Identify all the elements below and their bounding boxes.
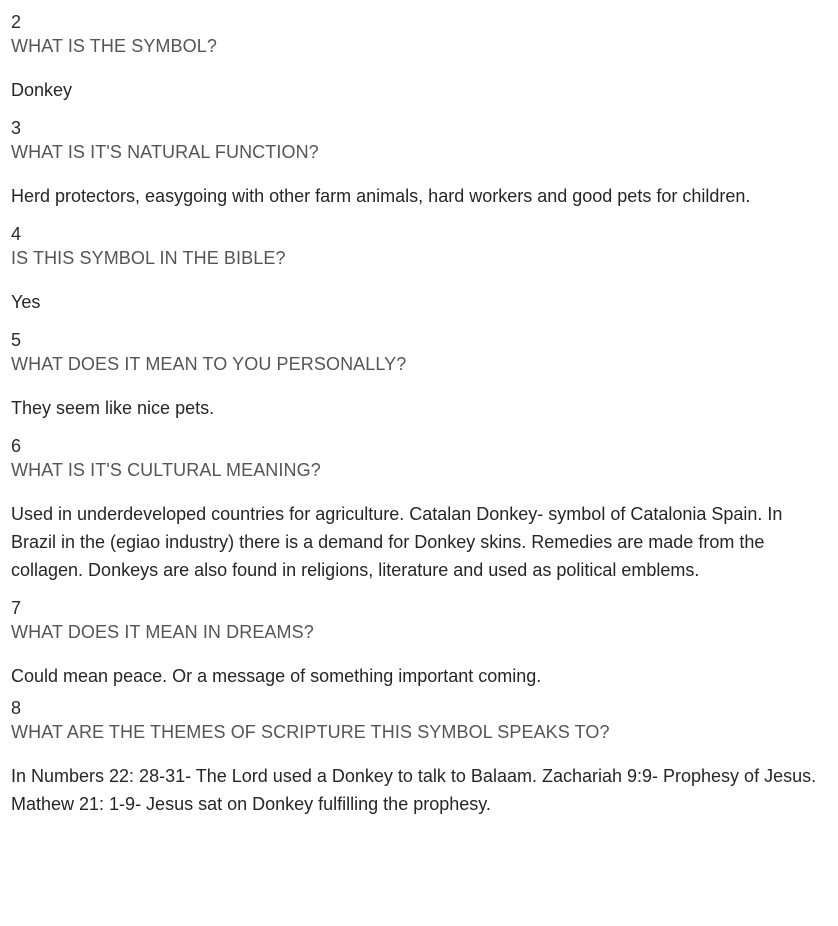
question-number: 5 xyxy=(11,330,22,350)
question-text: WHAT IS IT'S NATURAL FUNCTION? xyxy=(11,142,319,162)
answer-text: Herd protectors, easygoing with other farm animals, hard workers and good pets for children. xyxy=(11,186,751,206)
question-number: 2 xyxy=(11,12,22,32)
answer-text: Could mean peace. Or a message of something important coming. xyxy=(11,666,542,686)
question-text: WHAT ARE THE THEMES OF SCRIPTURE THIS SYMBOL SPEAKS TO? xyxy=(11,722,610,742)
answer-text: They seem like nice pets. xyxy=(11,398,215,418)
question-number: 8 xyxy=(11,698,22,718)
question-number: 3 xyxy=(11,118,22,138)
question-text: WHAT DOES IT MEAN TO YOU PERSONALLY? xyxy=(11,354,407,374)
question-text: IS THIS SYMBOL IN THE BIBLE? xyxy=(11,248,286,268)
question-number: 4 xyxy=(11,224,22,244)
answer-text: Donkey xyxy=(11,80,73,100)
qa-item xyxy=(11,596,827,690)
qa-item xyxy=(11,696,827,818)
question-number: 6 xyxy=(11,436,22,456)
qa-item xyxy=(11,116,827,210)
answer-text: In Numbers 22: 28-31- The Lord used a Donkey to talk to Balaam. Zachariah 9:9- Prophesy of Jesus. Mathew 21: 1-9- Jesus sat on Donkey fulfilling the prophesy. xyxy=(11,766,817,814)
qa-item xyxy=(11,10,827,104)
qa-item xyxy=(11,222,827,316)
question-text: WHAT IS THE SYMBOL? xyxy=(11,36,217,56)
qa-item xyxy=(11,434,827,584)
question-number: 7 xyxy=(11,598,22,618)
question-text: WHAT IS IT'S CULTURAL MEANING? xyxy=(11,460,321,480)
question-text: WHAT DOES IT MEAN IN DREAMS? xyxy=(11,622,314,642)
qa-item xyxy=(11,328,827,422)
answer-text: Used in underdeveloped countries for agriculture. Catalan Donkey- symbol of Catalonia Spain. In Brazil in the (egiao industry) there is a demand for Donkey skins. Remedies are made from the collagen. Donkeys are also found in religions, literature and used as political emblems. xyxy=(11,504,783,580)
answer-text: Yes xyxy=(11,292,41,312)
